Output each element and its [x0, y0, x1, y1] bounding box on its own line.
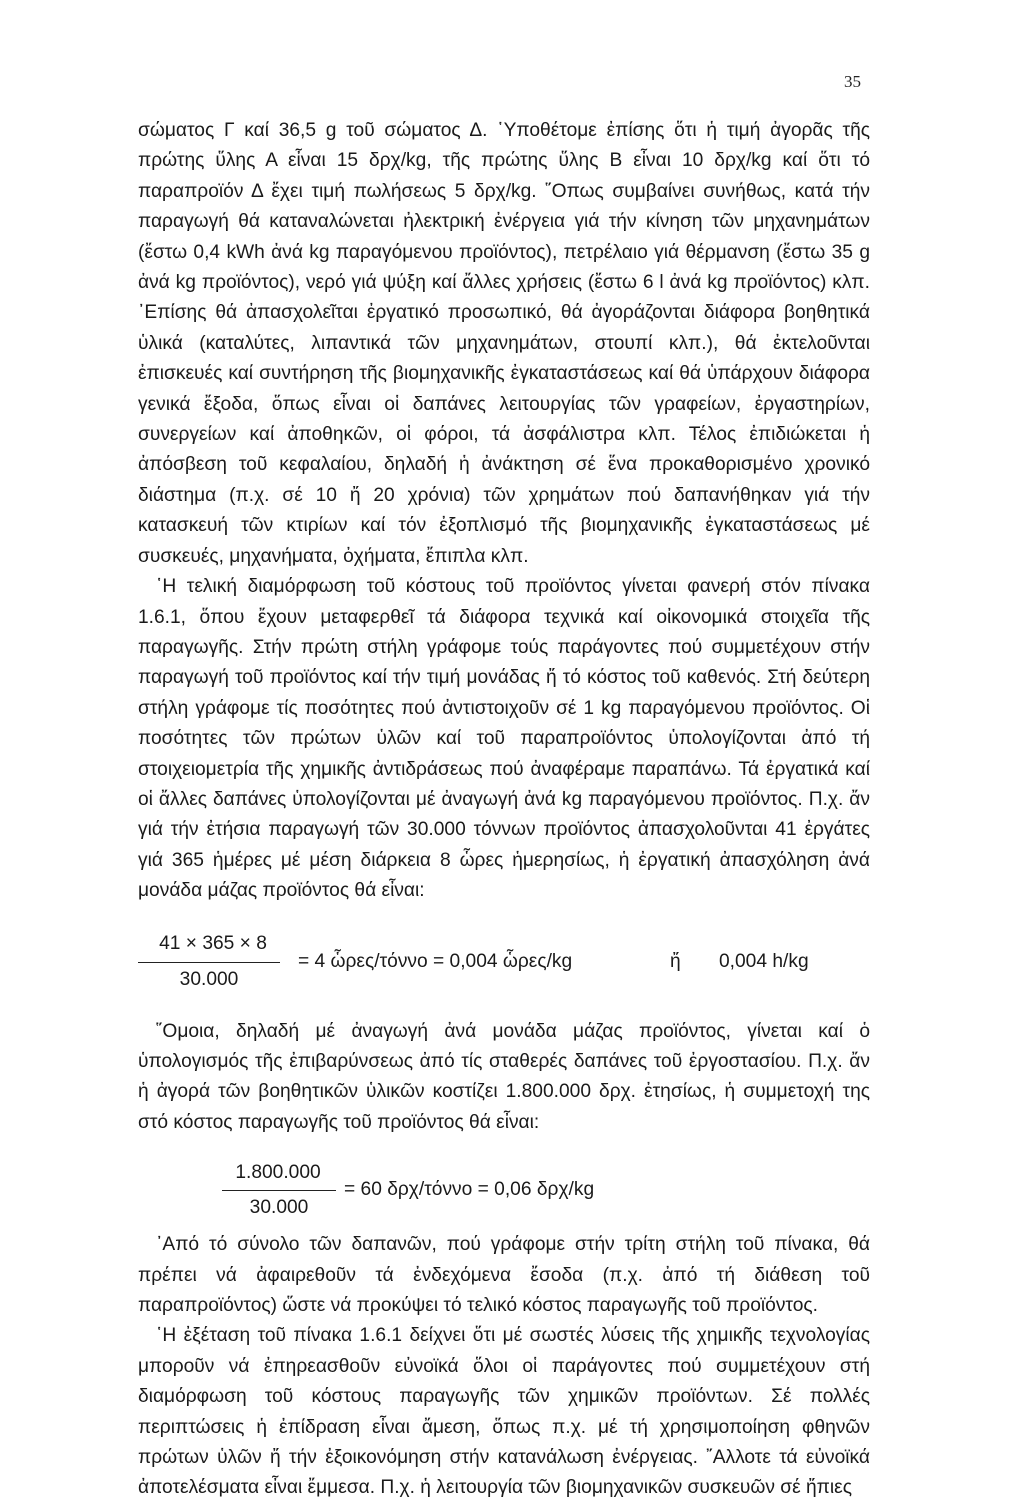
formula-labour-result: = 4 ὧρες/τόννο = 0,004 ὧρες/kg — [298, 950, 573, 972]
formula-labour-alternative: 0,004 h/kg — [719, 950, 809, 972]
formula-labour-denominator: 30.000 — [179, 968, 239, 990]
formula-labour-numerator: 41 × 365 × 8 — [159, 932, 267, 954]
page-number: 35 — [844, 72, 861, 91]
formula-auxiliary-fraction-bar — [222, 1190, 336, 1191]
page-body — [138, 116, 870, 1504]
formula-labour-fraction-bar — [138, 962, 280, 963]
paragraph-5: ῾Η ἐξέταση τοῦ πίνακα 1.6.1 δείχνει ὅτι μέ σωστές λύσεις τῆς χημικῆς τεχνολογίας μποροῦν νά ἐπηρεασθοῦν εὐνοϊκά ὅλοι οἱ παράγοντες πού συμμετέχουν στή διαμόρφωση τοῦ κόστους παραγωγῆς τῶν χημικῶν προϊόντων. Σέ πολλές περιπτώσεις ἡ ἐπίδραση εἶναι ἄμεση, ὅπως π.χ. μέ τή χρησιμοποίηση φθηνῶν πρώτων ὑλῶν ἤ τήν ἐξοικονόμηση στήν κατανάλωση ἐνέργειας. ῎Αλλοτε τά εὐνοϊκά ἀποτελέσματα εἶναι ἔμμεσα. Π.χ. ἡ λειτουργία τῶν βιομηχανικῶν συσκευῶν σέ ἤπιες — [138, 1325, 870, 1499]
formula-auxiliary-numerator: 1.800.000 — [235, 1162, 321, 1184]
paragraph-3: ῞Ομοια, δηλαδή μέ ἀναγωγή ἀνά μονάδα μάζας προϊόντος, γίνεται καί ὁ ὑπολογισμός τῆς ἐπιβαρύνσεως ἀπό τίς σταθερές δαπάνες τοῦ ἐργοστασίου. Π.χ. ἄν ἡ ἀγορά τῶν βοηθητικῶν ὑλικῶν κοστίζει 1.800.000 δρχ. ἐτησίως, ἡ συμμετοχή της στό κόστος παραγωγῆς τοῦ προϊόντος θά εἶναι: — [138, 1020, 870, 1133]
formula-auxiliary-denominator: 30.000 — [249, 1197, 309, 1219]
paragraph-2: ῾Η τελική διαμόρφωση τοῦ κόστους τοῦ προϊόντος γίνεται φανερή στόν πίνακα 1.6.1, ὅπου ἔχουν μεταφερθεῖ τά διάφορα τεχνικά καί οἰκονομικά στοιχεῖα τῆς παραγωγῆς. Στήν πρώτη στήλη γράφομε τούς παράγοντες πού συμμετέχουν στήν παραγωγή τοῦ προϊόντος καί τήν τιμή μονάδας ἤ τό κόστος τοῦ καθενός. Στή δεύτερη στήλη γράφομε τίς ποσότητες πού ἀντιστοιχοῦν σέ 1 kg παραγόμενου προϊόντος. Οἱ ποσότητες τῶν πρώτων ὑλῶν καί τοῦ παραπροϊόντος ὑπολογίζονται ἀπό τή στοιχειομετρία τῆς χημικῆς ἀντιδράσεως πού ἀναφέραμε παραπάνω. Τά ἐργατικά καί οἱ ἄλλες δαπάνες ὑπολογίζονται μέ ἀναγωγή ἀνά kg παραγόμενου προϊόντος. Π.χ. ἄν γιά τήν ἐτήσια παραγωγή τῶν 30.000 τόννων προϊόντος ἀπασχολοῦνται 41 ἐργάτες γιά 365 ἡμέρες μέ μέση διάρκεια 8 ὧρες ἡμερησίως, ἡ ἐργατική ἀπασχόληση ἀνά μονάδα μάζας προϊόντος θά εἶναι: — [138, 576, 870, 902]
formula-auxiliary — [138, 1142, 870, 1230]
formula-labour-or: ἤ — [670, 950, 681, 972]
formula-auxiliary-result: = 60 δρχ/τόννο = 0,06 δρχ/kg — [344, 1179, 595, 1201]
paragraph-4: ᾽Από τό σύνολο τῶν δαπανῶν, πού γράφομε στήν τρίτη στήλη τοῦ πίνακα, θά πρέπει νά ἀφαιρεθοῦν τά ἐνδεχόμενα ἔσοδα (π.χ. ἀπό τή διάθεση τοῦ παραπροϊόντος) ὥστε νά προκύψει τό τελικό κόστος παραγωγῆς τοῦ προϊόντος. — [138, 1234, 870, 1316]
formula-labour — [138, 907, 870, 1017]
paragraph-1: σώματος Γ καί 36,5 g τοῦ σώματος Δ. ῾Υποθέτομε ἐπίσης ὅτι ἡ τιμή ἀγορᾶς τῆς πρώτης ὕλης Α εἶναι 15 δρχ/kg, τῆς πρώτης ὕλης Β εἶναι 10 δρχ/kg καί ὅτι τό παραπροϊόν Δ ἔχει τιμή πωλήσεως 5 δρχ/kg. ῞Οπως συμβαίνει συνήθως, κατά τήν παραγωγή θά καταναλώνεται ἠλεκτρική ἐνέργεια γιά τήν κίνηση τῶν μηχανημάτων (ἔστω 0,4 kWh ἀνά kg παραγόμενου προϊόντος), πετρέλαιο γιά θέρμανση (ἔστω 35 g ἀνά kg προϊόντος), νερό γιά ψύξη καί ἄλλες χρήσεις (ἔστω 6 l ἀνά kg προϊόντος) κλπ. ᾽Επίσης θά ἀπασχολεῖται ἐργατικό προσωπικό, θά ἀγοράζονται διάφορα βοηθητικά ὑλικά (καταλύτες, λιπαντικά τῶν μηχανημάτων, στουπί κλπ.), θά ἐκτελοῦνται ἐπισκευές καί συντήρηση τῆς βιομηχανικῆς ἐγκαταστάσεως καί θά ὑπάρχουν διάφορα γενικά ἔξοδα, ὅπως εἶναι οἱ δαπάνες λειτουργίας τῶν γραφείων, ἐργαστηρίων, συνεργείων καί ἀποθηκῶν, οἱ φόροι, τά ἀσφάλιστρα κλπ. Τέλος ἐπιδιώκεται ἡ ἀπόσβεση τοῦ κεφαλαίου, δηλαδή ἡ ἀνάκτηση σέ ἕνα προκαθορισμένο χρονικό διάστημα (π.χ. σέ 10 ἤ 20 χρόνια) τῶν χρημάτων πού δαπανήθηκαν γιά τήν κατασκευή τῶν κτιρίων καί τόν ἐξοπλισμό τῆς βιομηχανικῆς ἐγκαταστάσεως μέ συσκευές, μηχανήματα, ὀχήματα, ἔπιπλα κλπ. — [138, 120, 870, 567]
